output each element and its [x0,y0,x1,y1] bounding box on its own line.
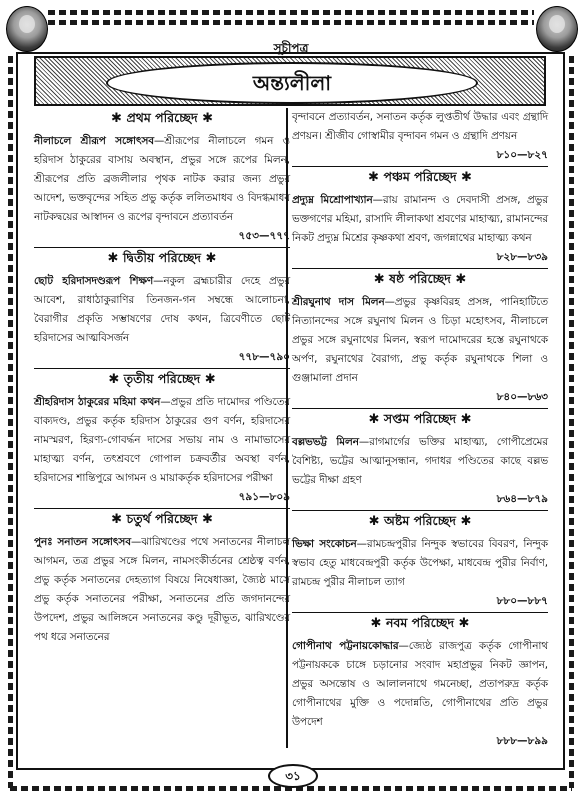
chapter-entry [292,191,548,248]
star-icon: ✱ [368,170,384,185]
star-icon: ✱ [107,251,123,266]
chapter-heading [292,615,548,635]
page-range: ৮২৮—৮৩৯ [496,251,548,263]
chapter-heading-text: দ্বিতীয় পরিচ্ছেদ [122,250,202,265]
entry-description: বৃন্দাবনে প্রত্যাবর্তন, সনাতন কর্তৃক লুপ্ততীর্থ উদ্ধার এবং গ্রন্থাদি প্রণয়ন। শ্রীজীব গোস্বামীর বৃন্দাবন গমন ও গ্রন্থাদি প্রণয়ন [292,111,548,142]
section-rule [34,508,290,509]
star-icon: ✱ [108,372,124,387]
section-rule [292,510,548,511]
chapter-heading-text: নবম পরিচ্ছেদ [385,615,455,630]
chapter-entry [292,293,548,388]
section-rule [292,166,548,167]
chapter-heading-text: প্রথম পরিচ্ছেদ [126,110,198,125]
chapter-heading [292,271,548,291]
chapter-heading [34,110,290,130]
entry-description: —রায় রামানন্দ ও দেবদাসী প্রসঙ্গ, প্রভুর ভক্তগণের মহিমা, রাসাদি লীলাকথা শ্রবণের মাহাত্ম্য, রামানন্দের নিকট প্রদ্যুম্ন মিশ্রের কৃষ্ণকথা শ্রবণ, জগন্নাথের মাহাত্ম্য কথন [292,194,548,244]
section-rule [292,268,548,269]
page-range: ৮৪০—৮৬৩ [496,391,548,403]
section-rule [34,368,290,369]
entry-description: —নকুল ব্রহ্মচারীর দেহে প্রভুর আবেশ, রাধাঠাকুরাণির তিনজন-গন সম্বন্ধে আলোচনা, বৈরাগীর প্রকৃতি সম্ভাষণের দোষ কথন, ত্রিবেণীতে ছোট হরিদাসের আত্মবিসর্জন [34,275,290,344]
star-icon: ✱ [368,412,384,427]
entry-title: শ্রীরঘুনাথ দাস মিলন [292,296,385,308]
star-icon: ✱ [455,514,472,529]
star-icon: ✱ [111,111,127,126]
star-icon: ✱ [200,372,216,387]
entry-description: —ঝারিখণ্ডের পথে সনাতনের নীলাচল আগমন, তত্র প্রভুর সঙ্গে মিলন, নামসংকীর্তনের শ্রেষ্ঠত্ব বর্ণন, প্রভু কর্তৃক সনাতনের দেহত্যাগ বিষয়ে নিষেধাজ্ঞা, জ্যৈষ্ঠ মাসে প্রভু কর্তৃক সনাতনের পরীক্ষা, সনাতনের প্রতি জগদানন্দের উপদেশ, প্রভুর আলিঙ্গনে সনাতনের কণ্ডু দূরীভূত, ঝারিখণ্ডের পথ ধরে সনাতনের [34,536,290,643]
frame-right-border [569,56,574,788]
entry-description: —শ্রীরূপের নীলাচলে গমন ও হরিদাস ঠাকুরের বাসায় অবস্থান, প্রভুর সঙ্গে রূপের মিলন, শ্রীরূপের প্রতি ব্রজলীলার পৃথক নাটক করার জন্য প্রভুর আদেশ, ভক্তবৃন্দের সহিত প্রভু কর্তৃক ললিতমাধব ও বিদগ্ধমাধব নাটকদ্বয়ের আস্বাদন ও রূপের বৃন্দাবনে প্রত্যাবর্তন [34,135,290,223]
page-range: ৭৫৩—৭৭৭ [238,230,290,242]
chapter-heading [34,371,290,391]
page-range: ৭৭৮—৭৯০ [238,351,290,363]
chapter-heading-text: চতুর্থ পরিচ্ছেদ [126,511,198,526]
left-column [34,108,290,647]
entry-title: বল্লভভট্ট মিলন [292,436,359,448]
chapter-entry [34,132,290,227]
section-rule [292,408,548,409]
chapter-entry [292,108,548,146]
page-range: ৮৬৪—৮৭৯ [496,493,548,505]
entry-description: —প্রভুর প্রতি দামোদর পণ্ডিতের বাক্যদণ্ড, প্রভুর কর্তৃক হরিদাস ঠাকুরের গুণ বর্ণন, হরিদাসের নামস্মরণ, হিরণ্য-গোবর্দ্ধন দাসের সভায় নাম ও নামাভাসের মাহাত্ম্য বর্ণন, তৎশ্রবণে গোপাল চক্রবর্তীর অবস্থা বর্ণন, হরিদাসের শান্তিপুরে আগমন ও মায়াকর্তৃক হরিদাসের পরীক্ষা [34,396,291,484]
entry-title: শ্রীহরিদাস ঠাকুরের মহিমা কথন [34,396,161,408]
entry-title: ছোট হরিদাসদণ্ডরূপ শিক্ষণ [34,275,154,287]
page-range: ৮৮০—৮৮৭ [496,595,548,607]
star-icon: ✱ [373,272,390,287]
frame-top-inner-border [48,20,534,25]
chapter-heading [292,513,548,533]
chapter-heading [34,511,290,531]
title-banner [34,56,546,106]
chapter-heading-text: অষ্টম পরিচ্ছেদ [384,513,456,528]
entry-title: নীলাচলে শ্রীরূপ সঙ্গোৎসব [34,135,154,147]
section-rule [34,247,290,248]
star-icon: ✱ [450,272,467,287]
running-header: সূচীপত্র [273,41,309,55]
section-rule [292,612,548,613]
chapter-heading [34,250,290,270]
page-range: ৮৮৮—৮৯৯ [496,735,548,747]
page-number: ৩১ [268,764,318,788]
frame-top-border [48,10,534,15]
chapter-entry [292,433,548,490]
star-icon: ✱ [201,251,217,266]
frame-left-border [8,56,13,788]
chapter-entry [292,637,548,732]
chapter-heading-text: পঞ্চম পরিচ্ছেদ [383,169,457,184]
chapter-entry [34,393,290,488]
chapter-heading [292,169,548,189]
entry-title: পুনঃ সনাতন সঙ্গোৎসব [34,536,131,548]
page-title: অন্ত্যলীলা [106,62,478,104]
page-range: ৭৯১—৮০৯ [238,491,290,503]
entry-description: —রাগমার্গের ভক্তির মাহাত্ম্য, গোপীপ্রেমের বৈশিষ্ট্য, ভট্টের আত্মানুসন্ধান, গদাধর পণ্ডিতের কাছে বল্লভ ভট্টের দীক্ষা গ্রহণ [292,436,548,486]
star-icon: ✱ [370,616,386,631]
page-range: ৮১০—৮২৭ [496,149,548,161]
entry-title: গোপীনাথ পট্টনায়কোদ্ধার [292,640,399,652]
chapter-heading-text: ষষ্ঠ পরিচ্ছেদ [389,271,451,286]
star-icon: ✱ [197,512,213,527]
star-icon: ✱ [197,111,213,126]
chapter-entry [34,533,290,647]
right-column [292,108,548,752]
entry-title: ভিক্ষা সংকোচন [292,538,357,550]
entry-description: —জ্যেষ্ঠ রাজপুত্র কর্তৃক গোপীনাথ পট্টনায়ককে চাঙ্গে চড়ানোর সংবাদ মহাপ্রভুর নিকট জ্ঞাপন, প্রভুর অসন্তোষ ও আলালনাথে গমনেচ্ছা, প্রতাপরুদ্র কর্তৃক গোপীনাথের মুক্তি ও পদোন্নতি, গোপীনাথের প্রতি প্রভুর উপদেশ [292,640,548,728]
chapter-heading-text: তৃতীয় পরিচ্ছেদ [123,371,201,386]
star-icon: ✱ [456,412,472,427]
star-icon: ✱ [368,514,384,529]
chapter-heading-text: সপ্তম পরিচ্ছেদ [383,411,457,426]
chapter-heading [292,411,548,431]
chapter-entry [292,535,548,592]
entry-title: প্রদ্যুম্ন মিশ্রোপাখ্যান [292,194,373,206]
entry-description: —রামচন্দ্রপুরীর নিন্দুক স্বভাবের বিবরণ, নিন্দুক স্বভাব হেতু মাধবেন্দ্রপুরী কর্তৃক উপেক্ষা, মাধবেন্দ্র পুরীর নির্বাণ, রামচন্দ্র পুরীর নীলাচল ত্যাগ [292,538,548,588]
entry-description: —প্রভুর কৃষ্ণবিরহ প্রসঙ্গ, পানিহাটিতে নিত্যানন্দের সঙ্গে রঘুনাথ মিলন ও চিড়া মহোৎসব, নীলাচলে প্রভুর সঙ্গে রঘুনাথের মিলন, স্বরূপ দামোদরের হস্তে রঘুনাথকে অর্পণ, রঘুনাথের বৈরাগ্য, প্রভু কর্তৃক রঘুনাথকে শিলা ও গুঞ্জামালা প্রদান [292,296,548,384]
chapter-entry [34,272,290,348]
star-icon: ✱ [454,616,470,631]
star-icon: ✱ [111,512,127,527]
star-icon: ✱ [456,170,472,185]
